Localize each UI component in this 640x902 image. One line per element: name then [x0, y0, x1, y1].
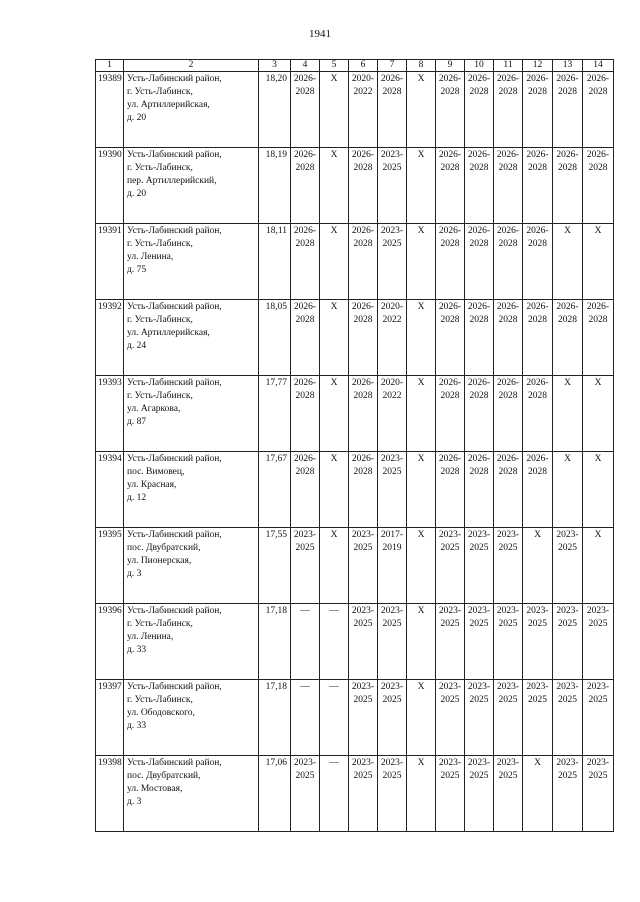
address-line: ул. Ободовского,: [127, 708, 195, 718]
period-cell-col-8: X: [407, 452, 436, 528]
record-id: 19398: [96, 756, 124, 832]
address-line: Усть-Лабинский район,: [127, 226, 222, 236]
period-cell-col-14: 2023- 2025: [583, 680, 614, 756]
period-cell-col-14: X: [583, 224, 614, 300]
address-line: Усть-Лабинский район,: [127, 758, 222, 768]
period-cell-col-6: 2020- 2022: [349, 72, 378, 148]
period-cell-col-6: 2023- 2025: [349, 680, 378, 756]
table-body: [96, 72, 614, 832]
period-cell-col-10: 2026- 2028: [465, 72, 494, 148]
period-cell-col-14: 2026- 2028: [583, 300, 614, 376]
period-cell-col-14: 2026- 2028: [583, 148, 614, 224]
address-line: пер. Артиллерийский,: [127, 176, 217, 186]
area-value: 18,11: [259, 224, 291, 300]
address-line: д. 12: [127, 493, 147, 503]
address-line: ул. Пионерская,: [127, 556, 192, 566]
address-line: д. 3: [127, 569, 142, 579]
period-cell-col-8: X: [407, 528, 436, 604]
address-cell: [124, 376, 259, 452]
column-header-1: 1: [96, 60, 124, 72]
table-row: [96, 528, 614, 604]
address-line: г. Усть-Лабинск,: [127, 391, 193, 401]
column-header-4: 4: [291, 60, 320, 72]
address-line: ул. Артиллерийская,: [127, 100, 210, 110]
period-cell-col-7: 2026- 2028: [378, 72, 407, 148]
period-cell-col-4: 2026- 2028: [291, 376, 320, 452]
area-value: 17,67: [259, 452, 291, 528]
period-cell-col-9: 2023- 2025: [436, 680, 465, 756]
period-cell-col-8: X: [407, 604, 436, 680]
page-number: 1941: [309, 28, 331, 40]
period-cell-col-11: 2023- 2025: [494, 756, 523, 832]
period-cell-col-6: 2023- 2025: [349, 604, 378, 680]
period-cell-col-13: X: [553, 452, 583, 528]
period-cell-col-12: 2026- 2028: [523, 300, 553, 376]
period-cell-col-11: 2026- 2028: [494, 376, 523, 452]
period-cell-col-11: 2023- 2025: [494, 528, 523, 604]
record-id: 19397: [96, 680, 124, 756]
period-cell-col-12: 2026- 2028: [523, 224, 553, 300]
period-cell-col-11: 2023- 2025: [494, 680, 523, 756]
period-cell-col-4: 2023- 2025: [291, 528, 320, 604]
period-cell-col-11: 2026- 2028: [494, 72, 523, 148]
address-line: д. 20: [127, 113, 147, 123]
record-id: 19396: [96, 604, 124, 680]
column-header-7: 7: [378, 60, 407, 72]
address-line: ул. Ленина,: [127, 252, 174, 262]
table-row: [96, 300, 614, 376]
period-cell-col-12: 2026- 2028: [523, 376, 553, 452]
address-line: пос. Вимовец,: [127, 467, 185, 477]
period-cell-col-12: X: [523, 756, 553, 832]
period-cell-col-5: X: [320, 224, 349, 300]
address-cell: [124, 72, 259, 148]
period-cell-col-8: X: [407, 756, 436, 832]
period-cell-col-5: X: [320, 72, 349, 148]
period-cell-col-8: X: [407, 680, 436, 756]
period-cell-col-4: —: [291, 604, 320, 680]
address-line: д. 24: [127, 341, 147, 351]
header-row: [96, 60, 614, 72]
address-line: Усть-Лабинский район,: [127, 682, 222, 692]
period-cell-col-6: 2023- 2025: [349, 756, 378, 832]
period-cell-col-11: 2026- 2028: [494, 300, 523, 376]
period-cell-col-4: 2026- 2028: [291, 72, 320, 148]
address-line: пос. Двубратский,: [127, 771, 201, 781]
address-line: г. Усть-Лабинск,: [127, 619, 193, 629]
address-cell: [124, 300, 259, 376]
period-cell-col-13: X: [553, 376, 583, 452]
address-line: ул. Красная,: [127, 480, 177, 490]
record-id: 19392: [96, 300, 124, 376]
address-cell: [124, 224, 259, 300]
address-cell: [124, 680, 259, 756]
address-cell: [124, 148, 259, 224]
period-cell-col-13: 2023- 2025: [553, 528, 583, 604]
address-line: ул. Агаркова,: [127, 404, 181, 414]
address-line: Усть-Лабинский район,: [127, 454, 222, 464]
column-header-14: 14: [583, 60, 614, 72]
column-header-2: 2: [124, 60, 259, 72]
period-cell-col-6: 2026- 2028: [349, 376, 378, 452]
address-line: д. 75: [127, 265, 147, 275]
address-line: г. Усть-Лабинск,: [127, 239, 193, 249]
column-header-12: 12: [523, 60, 553, 72]
period-cell-col-4: 2026- 2028: [291, 452, 320, 528]
record-id: 19394: [96, 452, 124, 528]
address-line: пос. Двубратский,: [127, 543, 201, 553]
period-cell-col-12: 2026- 2028: [523, 72, 553, 148]
period-cell-col-13: 2023- 2025: [553, 756, 583, 832]
period-cell-col-12: 2023- 2025: [523, 604, 553, 680]
address-line: д. 87: [127, 417, 147, 427]
period-cell-col-13: 2026- 2028: [553, 72, 583, 148]
period-cell-col-7: 2023- 2025: [378, 604, 407, 680]
address-line: г. Усть-Лабинск,: [127, 315, 193, 325]
period-cell-col-13: 2026- 2028: [553, 148, 583, 224]
period-cell-col-10: 2023- 2025: [465, 680, 494, 756]
address-line: д. 3: [127, 797, 142, 807]
period-cell-col-13: 2026- 2028: [553, 300, 583, 376]
table-row: [96, 148, 614, 224]
period-cell-col-10: 2023- 2025: [465, 528, 494, 604]
address-line: д. 33: [127, 721, 147, 731]
address-line: г. Усть-Лабинск,: [127, 87, 193, 97]
period-cell-col-9: 2023- 2025: [436, 604, 465, 680]
record-id: 19389: [96, 72, 124, 148]
period-cell-col-9: 2026- 2028: [436, 224, 465, 300]
period-cell-col-7: 2023- 2025: [378, 680, 407, 756]
column-header-5: 5: [320, 60, 349, 72]
period-cell-col-10: 2026- 2028: [465, 452, 494, 528]
column-header-6: 6: [349, 60, 378, 72]
period-cell-col-11: 2026- 2028: [494, 148, 523, 224]
period-cell-col-8: X: [407, 148, 436, 224]
period-cell-col-4: 2026- 2028: [291, 300, 320, 376]
area-value: 17,18: [259, 604, 291, 680]
period-cell-col-4: —: [291, 680, 320, 756]
record-id: 19390: [96, 148, 124, 224]
period-cell-col-7: 2020- 2022: [378, 300, 407, 376]
period-cell-col-8: X: [407, 224, 436, 300]
period-cell-col-4: 2026- 2028: [291, 148, 320, 224]
address-line: д. 33: [127, 645, 147, 655]
area-value: 17,06: [259, 756, 291, 832]
period-cell-col-10: 2023- 2025: [465, 756, 494, 832]
address-cell: [124, 528, 259, 604]
period-cell-col-14: 2023- 2025: [583, 604, 614, 680]
period-cell-col-14: 2026- 2028: [583, 72, 614, 148]
period-cell-col-9: 2023- 2025: [436, 756, 465, 832]
address-line: д. 20: [127, 189, 147, 199]
address-line: ул. Артиллерийская,: [127, 328, 210, 338]
address-cell: [124, 756, 259, 832]
period-cell-col-14: 2023- 2025: [583, 756, 614, 832]
period-cell-col-7: 2023- 2025: [378, 452, 407, 528]
period-cell-col-12: 2023- 2025: [523, 680, 553, 756]
column-header-9: 9: [436, 60, 465, 72]
table-row: [96, 756, 614, 832]
address-line: ул. Мостовая,: [127, 784, 183, 794]
period-cell-col-7: 2023- 2025: [378, 224, 407, 300]
address-line: Усть-Лабинский район,: [127, 302, 222, 312]
period-cell-col-9: 2026- 2028: [436, 376, 465, 452]
period-cell-col-12: 2026- 2028: [523, 148, 553, 224]
period-cell-col-11: 2023- 2025: [494, 604, 523, 680]
period-cell-col-6: 2026- 2028: [349, 224, 378, 300]
table-row: [96, 376, 614, 452]
table-row: [96, 224, 614, 300]
period-cell-col-13: 2023- 2025: [553, 680, 583, 756]
table-header: [96, 60, 614, 72]
period-cell-col-12: X: [523, 528, 553, 604]
period-cell-col-6: 2026- 2028: [349, 300, 378, 376]
buildings-table: [95, 59, 614, 832]
address-line: ул. Ленина,: [127, 632, 174, 642]
period-cell-col-10: 2026- 2028: [465, 148, 494, 224]
period-cell-col-13: 2023- 2025: [553, 604, 583, 680]
period-cell-col-4: 2023- 2025: [291, 756, 320, 832]
period-cell-col-9: 2026- 2028: [436, 452, 465, 528]
period-cell-col-10: 2023- 2025: [465, 604, 494, 680]
period-cell-col-6: 2026- 2028: [349, 452, 378, 528]
record-id: 19393: [96, 376, 124, 452]
period-cell-col-6: 2023- 2025: [349, 528, 378, 604]
column-header-10: 10: [465, 60, 494, 72]
area-value: 18,20: [259, 72, 291, 148]
address-line: Усть-Лабинский район,: [127, 530, 222, 540]
table-row: [96, 452, 614, 528]
area-value: 17,18: [259, 680, 291, 756]
record-id: 19391: [96, 224, 124, 300]
table-row: [96, 680, 614, 756]
period-cell-col-9: 2023- 2025: [436, 528, 465, 604]
period-cell-col-9: 2026- 2028: [436, 300, 465, 376]
period-cell-col-5: X: [320, 300, 349, 376]
period-cell-col-6: 2026- 2028: [349, 148, 378, 224]
table-row: [96, 72, 614, 148]
period-cell-col-14: X: [583, 452, 614, 528]
address-line: г. Усть-Лабинск,: [127, 695, 193, 705]
period-cell-col-14: X: [583, 528, 614, 604]
period-cell-col-5: X: [320, 452, 349, 528]
area-value: 17,77: [259, 376, 291, 452]
period-cell-col-11: 2026- 2028: [494, 452, 523, 528]
period-cell-col-7: 2023- 2025: [378, 148, 407, 224]
period-cell-col-7: 2023- 2025: [378, 756, 407, 832]
period-cell-col-9: 2026- 2028: [436, 72, 465, 148]
period-cell-col-14: X: [583, 376, 614, 452]
address-line: Усть-Лабинский район,: [127, 378, 222, 388]
period-cell-col-4: 2026- 2028: [291, 224, 320, 300]
column-header-11: 11: [494, 60, 523, 72]
period-cell-col-5: —: [320, 756, 349, 832]
period-cell-col-8: X: [407, 376, 436, 452]
period-cell-col-5: —: [320, 680, 349, 756]
period-cell-col-5: X: [320, 148, 349, 224]
period-cell-col-5: X: [320, 376, 349, 452]
table-row: [96, 604, 614, 680]
period-cell-col-10: 2026- 2028: [465, 376, 494, 452]
record-id: 19395: [96, 528, 124, 604]
period-cell-col-7: 2017- 2019: [378, 528, 407, 604]
column-header-3: 3: [259, 60, 291, 72]
period-cell-col-13: X: [553, 224, 583, 300]
area-value: 18,19: [259, 148, 291, 224]
area-value: 18,05: [259, 300, 291, 376]
address-line: Усть-Лабинский район,: [127, 606, 222, 616]
address-line: г. Усть-Лабинск,: [127, 163, 193, 173]
column-header-13: 13: [553, 60, 583, 72]
address-line: Усть-Лабинский район,: [127, 150, 222, 160]
period-cell-col-11: 2026- 2028: [494, 224, 523, 300]
area-value: 17,55: [259, 528, 291, 604]
address-line: Усть-Лабинский район,: [127, 74, 222, 84]
period-cell-col-7: 2020- 2022: [378, 376, 407, 452]
period-cell-col-10: 2026- 2028: [465, 224, 494, 300]
period-cell-col-10: 2026- 2028: [465, 300, 494, 376]
period-cell-col-5: X: [320, 528, 349, 604]
column-header-8: 8: [407, 60, 436, 72]
address-cell: [124, 452, 259, 528]
period-cell-col-12: 2026- 2028: [523, 452, 553, 528]
address-cell: [124, 604, 259, 680]
period-cell-col-8: X: [407, 300, 436, 376]
period-cell-col-8: X: [407, 72, 436, 148]
period-cell-col-5: —: [320, 604, 349, 680]
period-cell-col-9: 2026- 2028: [436, 148, 465, 224]
